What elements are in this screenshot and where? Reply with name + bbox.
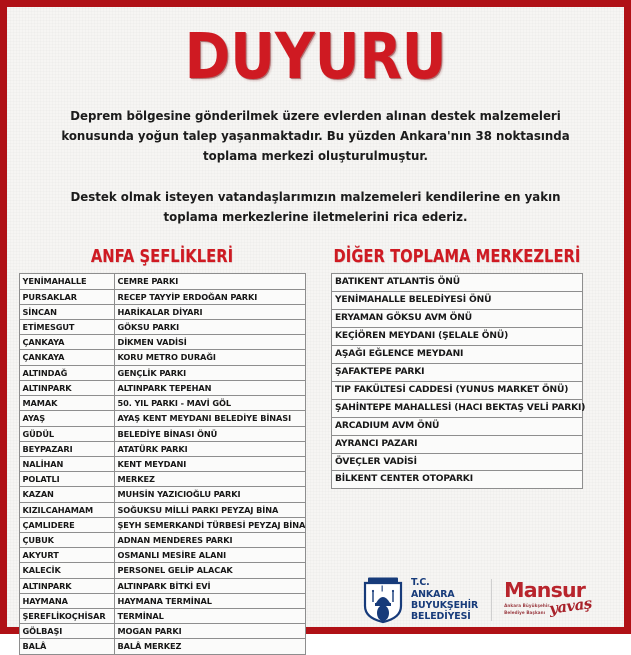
- table-row: [19, 289, 305, 304]
- anfa-location-cell: ATATÜRK PARKI: [114, 441, 305, 456]
- table-row: [19, 639, 305, 654]
- anfa-location-cell: DİKMEN VADİSİ: [114, 335, 305, 350]
- table-row: [19, 335, 305, 350]
- table-row: [19, 563, 305, 578]
- abb-line-4: BELEDİYESİ: [411, 611, 471, 623]
- anfa-location-cell: GÖKSU PARKI: [114, 320, 305, 335]
- table-row: [332, 346, 583, 364]
- other-location-cell: ŞAHİNTEPE MAHALLESİ (HACI BEKTAŞ VELİ PARKI): [332, 399, 583, 417]
- table-row: [19, 472, 305, 487]
- anfa-location-cell: ALTINPARK TEPEHAN: [114, 380, 305, 395]
- table-row: [332, 310, 583, 328]
- other-location-cell: BATIKENT ATLANTİS ÖNÜ: [332, 274, 583, 292]
- diger-section-header: DİĞER TOPLAMA MERKEZLERİ: [333, 247, 581, 268]
- ankara-municipality-text: [411, 577, 478, 623]
- anfa-location-cell: MERKEZ: [114, 472, 305, 487]
- anfa-district-cell: POLATLI: [19, 472, 114, 487]
- table-row: [19, 320, 305, 335]
- anfa-district-cell: ALTINPARK: [19, 380, 114, 395]
- anfa-district-cell: BALÂ: [19, 639, 114, 654]
- other-location-cell: YENİMAHALLE BELEDİYESİ ÖNÜ: [332, 292, 583, 310]
- anfa-location-cell: TERMİNAL: [114, 608, 305, 623]
- anfa-location-cell: ŞEYH SEMERKANDİ TÜRBESİ PEYZAJ BİNA: [114, 517, 305, 532]
- table-row: [19, 365, 305, 380]
- anfa-district-cell: BEYPAZARI: [19, 441, 114, 456]
- table-row: [19, 396, 305, 411]
- anfa-table-wrapper: [17, 273, 307, 654]
- anfa-district-cell: SİNCAN: [19, 304, 114, 319]
- anfa-location-cell: RECEP TAYYİP ERDOĞAN PARKI: [114, 289, 305, 304]
- section-headers-row: [7, 247, 624, 267]
- anfa-location-cell: HARİKALAR DİYARI: [114, 304, 305, 319]
- anfa-district-cell: PURSAKLAR: [19, 289, 114, 304]
- anfa-district-cell: ŞEREFLİKOÇHİSAR: [19, 608, 114, 623]
- anfa-district-cell: HAYMANA: [19, 593, 114, 608]
- table-row: [19, 411, 305, 426]
- anfa-district-cell: AYAŞ: [19, 411, 114, 426]
- other-location-cell: KEÇİÖREN MEYDANI (ŞELALE ÖNÜ): [332, 328, 583, 346]
- table-row: [19, 441, 305, 456]
- table-row: [19, 274, 305, 289]
- footer-divider: [491, 579, 492, 621]
- table-row: [19, 502, 305, 517]
- anfa-location-cell: MOGAN PARKI: [114, 624, 305, 639]
- anfa-location-cell: PERSONEL GELİP ALACAK: [114, 563, 305, 578]
- anfa-district-cell: ÇANKAYA: [19, 335, 114, 350]
- table-row: [19, 456, 305, 471]
- table-row: [19, 426, 305, 441]
- anfa-district-cell: ETİMESGUT: [19, 320, 114, 335]
- table-row: [19, 487, 305, 502]
- anfa-district-cell: NALİHAN: [19, 456, 114, 471]
- other-location-cell: AŞAĞI EĞLENCE MEYDANI: [332, 346, 583, 364]
- anfa-location-cell: ALTINPARK BİTKİ EVİ: [114, 578, 305, 593]
- anfa-location-cell: 50. YIL PARKI - MAVİ GÖL: [114, 396, 305, 411]
- mansur-subtitle-line-1: Ankara Büyükşehir: [504, 602, 550, 608]
- table-row: [19, 532, 305, 547]
- announcement-paragraph-2: Destek olmak isteyen vatandaşlarımızın malzemeleri kendilerine en yakın toplama merkezlerine iletmelerini rica ederiz.: [70, 189, 561, 225]
- abb-line-1: T.C.: [411, 577, 430, 589]
- mansur-name-text: Mansur: [504, 578, 586, 602]
- mansur-yavas-logo: [504, 576, 592, 624]
- table-row: [19, 517, 305, 532]
- table-row: [19, 548, 305, 563]
- other-location-cell: AYRANCI PAZARI: [332, 435, 583, 453]
- table-row: [332, 364, 583, 382]
- other-location-cell: ARCADIUM AVM ÖNÜ: [332, 417, 583, 435]
- other-location-cell: ÖVEÇLER VADİSİ: [332, 453, 583, 471]
- anfa-location-cell: ADNAN MENDERES PARKI: [114, 532, 305, 547]
- anfa-location-cell: CEMRE PARKI: [114, 274, 305, 289]
- table-row: [19, 578, 305, 593]
- anfa-location-cell: SOĞUKSU MİLLİ PARKI PEYZAJ BİNA: [114, 502, 305, 517]
- anfa-location-cell: OSMANLI MESİRE ALANI: [114, 548, 305, 563]
- other-location-cell: ŞAFAKTEPE PARKI: [332, 364, 583, 382]
- anfa-location-cell: AYAŞ KENT MEYDANI BELEDİYE BİNASI: [114, 411, 305, 426]
- table-row: [332, 417, 583, 435]
- anfa-district-cell: ÇUBUK: [19, 532, 114, 547]
- anfa-collection-points-table: [19, 273, 306, 654]
- table-row: [19, 608, 305, 623]
- table-row: [332, 292, 583, 310]
- anfa-district-cell: KIZILCAHAMAM: [19, 502, 114, 517]
- diger-table-wrapper: [307, 273, 607, 489]
- abb-line-2: ANKARA: [411, 588, 455, 600]
- poster-inner: [7, 20, 624, 652]
- table-row: [19, 593, 305, 608]
- table-row: [332, 435, 583, 453]
- mansur-subtitle-line-2: Belediye Başkanı: [504, 610, 546, 616]
- abb-line-3: BUYUKŞEHİR: [411, 600, 479, 611]
- table-row: [332, 471, 583, 489]
- ankara-crest-icon: [362, 576, 404, 624]
- table-row: [332, 381, 583, 399]
- table-row: [332, 399, 583, 417]
- table-row: [19, 304, 305, 319]
- anfa-district-cell: YENİMAHALLE: [19, 274, 114, 289]
- anfa-location-cell: KORU METRO DURAĞI: [114, 350, 305, 365]
- announcement-paragraph-1: Deprem bölgesine gönderilmek üzere evlerden alınan destek malzemeleri konusunda yoğun talep yaşanmaktadır. Bu yüzden Ankara'nın 38 noktasında toplama merkezi oluşturulmuştur.: [61, 108, 570, 164]
- footer-logos: [362, 565, 592, 635]
- table-row: [332, 453, 583, 471]
- table-row: [19, 350, 305, 365]
- anfa-district-cell: KALECİK: [19, 563, 114, 578]
- anfa-location-cell: HAYMANA TERMİNAL: [114, 593, 305, 608]
- anfa-district-cell: ÇANKAYA: [19, 350, 114, 365]
- anfa-district-cell: ÇAMLIDERE: [19, 517, 114, 532]
- anfa-district-cell: GÜDÜL: [19, 426, 114, 441]
- anfa-district-cell: KAZAN: [19, 487, 114, 502]
- anfa-district-cell: AKYURT: [19, 548, 114, 563]
- table-row: [19, 380, 305, 395]
- anfa-district-cell: ALTINPARK: [19, 578, 114, 593]
- anfa-location-cell: BELEDİYE BİNASI ÖNÜ: [114, 426, 305, 441]
- anfa-location-cell: KENT MEYDANI: [114, 456, 305, 471]
- other-location-cell: ERYAMAN GÖKSU AVM ÖNÜ: [332, 310, 583, 328]
- page-title: DUYURU: [184, 20, 447, 93]
- mansur-signature-text: yavaş: [548, 594, 594, 618]
- ankara-municipality-logo: [362, 576, 478, 624]
- anfa-location-cell: MUHSİN YAZICIOĞLU PARKI: [114, 487, 305, 502]
- other-collection-points-table: [331, 273, 586, 489]
- table-row: [332, 328, 583, 346]
- anfa-location-cell: GENÇLİK PARKI: [114, 365, 305, 380]
- anfa-district-cell: MAMAK: [19, 396, 114, 411]
- other-location-cell: TIP FAKÜLTESİ CADDESİ (YUNUS MARKET ÖNÜ): [332, 381, 583, 399]
- anfa-location-cell: BALÂ MERKEZ: [114, 639, 305, 654]
- anfa-section-header: ANFA ŞEFLİKLERİ: [90, 247, 234, 268]
- anfa-district-cell: GÖLBAŞI: [19, 624, 114, 639]
- anfa-district-cell: ALTINDAĞ: [19, 365, 114, 380]
- other-location-cell: BİLKENT CENTER OTOPARKI: [332, 471, 583, 489]
- table-row: [19, 624, 305, 639]
- table-row: [332, 274, 583, 292]
